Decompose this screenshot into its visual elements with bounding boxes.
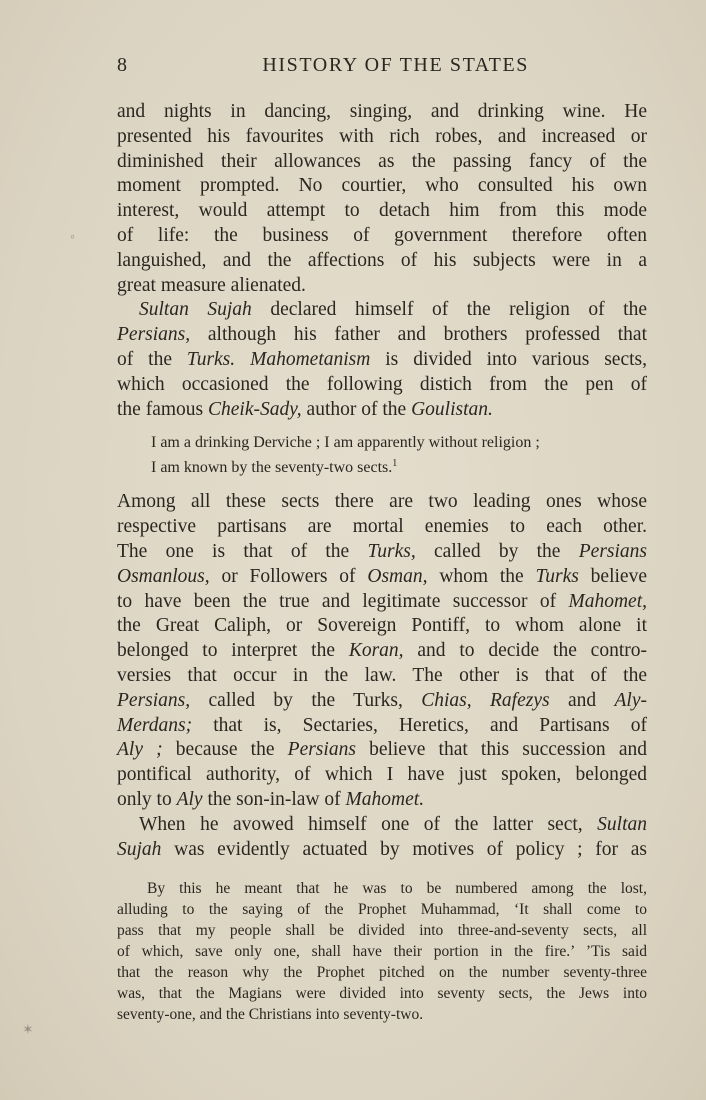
text-line: [117, 323, 647, 348]
italic-name: Sujah: [117, 838, 162, 860]
text-line: languished, and the affections of his subjects were in a: [117, 249, 647, 271]
text-line: respective partisans are mortal enemies to each other.: [117, 516, 647, 538]
italic-name: Chias, Rafezys: [421, 689, 550, 711]
italic-name: Persians: [578, 540, 647, 562]
italic-name: Mahomet,: [568, 590, 647, 612]
text-run: of the: [117, 348, 187, 370]
text-line: interest, would attempt to detach him from this mode: [117, 200, 647, 222]
text-run: [235, 349, 250, 370]
text-run: belonged to interpret the: [117, 640, 349, 662]
body-text: [117, 100, 647, 862]
italic-name: Persians,: [117, 324, 191, 346]
text-line: [117, 738, 647, 763]
text-run: although his father and brothers professed that: [190, 324, 647, 346]
text-run: and to decide the contro-: [403, 640, 647, 662]
page-number: 8: [117, 54, 129, 76]
text-line: [117, 788, 647, 813]
verse-quotation: [151, 432, 647, 478]
paragraph-2: [117, 298, 647, 422]
italic-name: Koran,: [348, 640, 404, 662]
text-line: of life: the business of government therefore often: [117, 224, 647, 246]
italic-name: Aly ;: [117, 739, 163, 761]
footnote-line: of which, save only one, shall have their portion in the fire.’ ’Tis said: [117, 943, 647, 960]
footnote-line: was, that the Magians were divided into seventy sects, the Jews into: [117, 985, 647, 1002]
footnote-line: alluding to the saying of the Prophet Muhammad, ‘It shall come to: [117, 901, 647, 918]
italic-name: Sultan Sujah: [139, 299, 252, 321]
italic-name: Osmanlous,: [117, 565, 210, 587]
italic-name: Osman,: [367, 565, 428, 587]
italic-name: Turks,: [367, 540, 416, 562]
text-run: only to: [117, 788, 177, 810]
italic-name: Cheik-Sady,: [207, 398, 302, 420]
footnote-line: By this he meant that he was to be numbered among the lost,: [147, 880, 647, 897]
text-line: [117, 348, 647, 373]
footnote-line: that the reason why the Prophet pitched on the number seventy-three: [117, 964, 647, 981]
text-line: moment prompted. No courtier, who consulted his own: [117, 175, 647, 197]
footnote-line: seventy-one, and the Christians into seventy-two.: [117, 1006, 424, 1023]
text-run: to have been the true and legitimate successor of: [117, 590, 569, 612]
text-line: presented his favourites with rich robes, and increased or: [117, 125, 647, 147]
italic-name: Sultan: [597, 813, 647, 835]
margin-blemish: ✶: [22, 1023, 34, 1038]
text-run: The one is that of the: [117, 540, 368, 562]
text-line: [117, 838, 647, 863]
text-line: [117, 689, 647, 714]
text-line: [117, 639, 647, 664]
text-line: Among all these sects there are two leading ones whose: [117, 491, 647, 513]
text-line: [117, 714, 647, 739]
text-run: that is, Sectaries, Heretics, and Partisans of: [192, 714, 647, 736]
text-run: and: [549, 689, 615, 711]
running-header: [117, 54, 529, 80]
footnote-line: pass that my people shall be divided into three-and-seventy sects, all: [117, 922, 647, 939]
verse-line: [151, 453, 647, 478]
italic-name: Turks.: [186, 348, 236, 370]
footnote: [117, 878, 647, 1025]
text-run: the famous: [117, 398, 208, 420]
text-line: versies that occur in the law. The other is that of the: [117, 664, 647, 686]
text-line: and nights in dancing, singing, and drinking wine. He: [117, 101, 647, 122]
italic-name: Persians: [287, 739, 356, 761]
paragraph-4: [117, 813, 647, 863]
text-run: or Followers of: [209, 565, 368, 587]
text-run: called by the Turks,: [190, 689, 422, 711]
text-line: pontifical authority, of which I have just spoken, belonged: [117, 764, 647, 786]
text-run: called by the: [415, 540, 579, 562]
text-run: believe: [578, 565, 647, 587]
italic-name: Merdans;: [117, 714, 193, 736]
italic-name: Goulistan.: [411, 398, 493, 420]
text-run: When he avowed himself one of the latter sect,: [139, 813, 598, 835]
text-run: is divided into various sects,: [370, 348, 647, 370]
footnote-marker[interactable]: 1: [392, 458, 398, 470]
text-line: which occasioned the following distich from the pen of: [117, 373, 647, 395]
italic-name: Aly-: [614, 689, 647, 711]
italic-name: Persians,: [117, 689, 191, 711]
verse-line: I am a drinking Derviche ; I am apparently without religion ;: [151, 434, 540, 452]
text-run: I am known by the seventy-two sects.: [151, 459, 393, 477]
text-line: [117, 590, 647, 615]
italic-name: Mahomet.: [345, 788, 425, 810]
text-run: author of the: [301, 398, 412, 420]
text-line: the Great Caliph, or Sovereign Pontiff, to whom alone it: [117, 615, 647, 637]
text-run: declared himself of the religion of the: [251, 299, 647, 321]
text-run: because the: [162, 739, 288, 761]
running-title: HISTORY OF THE STATES: [262, 54, 529, 76]
text-line: [117, 813, 647, 838]
paragraph-3: [117, 490, 647, 812]
text-line: diminished their allowances as the passing fancy of the: [117, 150, 647, 172]
text-run: believe that this succession and: [355, 739, 647, 761]
text-run: was evidently actuated by motives of policy ; for as: [161, 838, 647, 860]
margin-blemish: ◦: [70, 230, 75, 245]
text-run: the son-in-law of: [202, 788, 346, 810]
paragraph-1: [117, 100, 647, 298]
italic-name: Turks: [535, 565, 579, 587]
italic-name: Mahometanism: [250, 348, 371, 370]
text-line: great measure alienated.: [117, 274, 306, 296]
text-line: [117, 298, 647, 323]
text-line: [117, 540, 647, 565]
text-run: whom the: [427, 565, 536, 587]
italic-name: Aly: [176, 788, 203, 810]
text-line: [117, 398, 647, 423]
text-line: [117, 565, 647, 590]
